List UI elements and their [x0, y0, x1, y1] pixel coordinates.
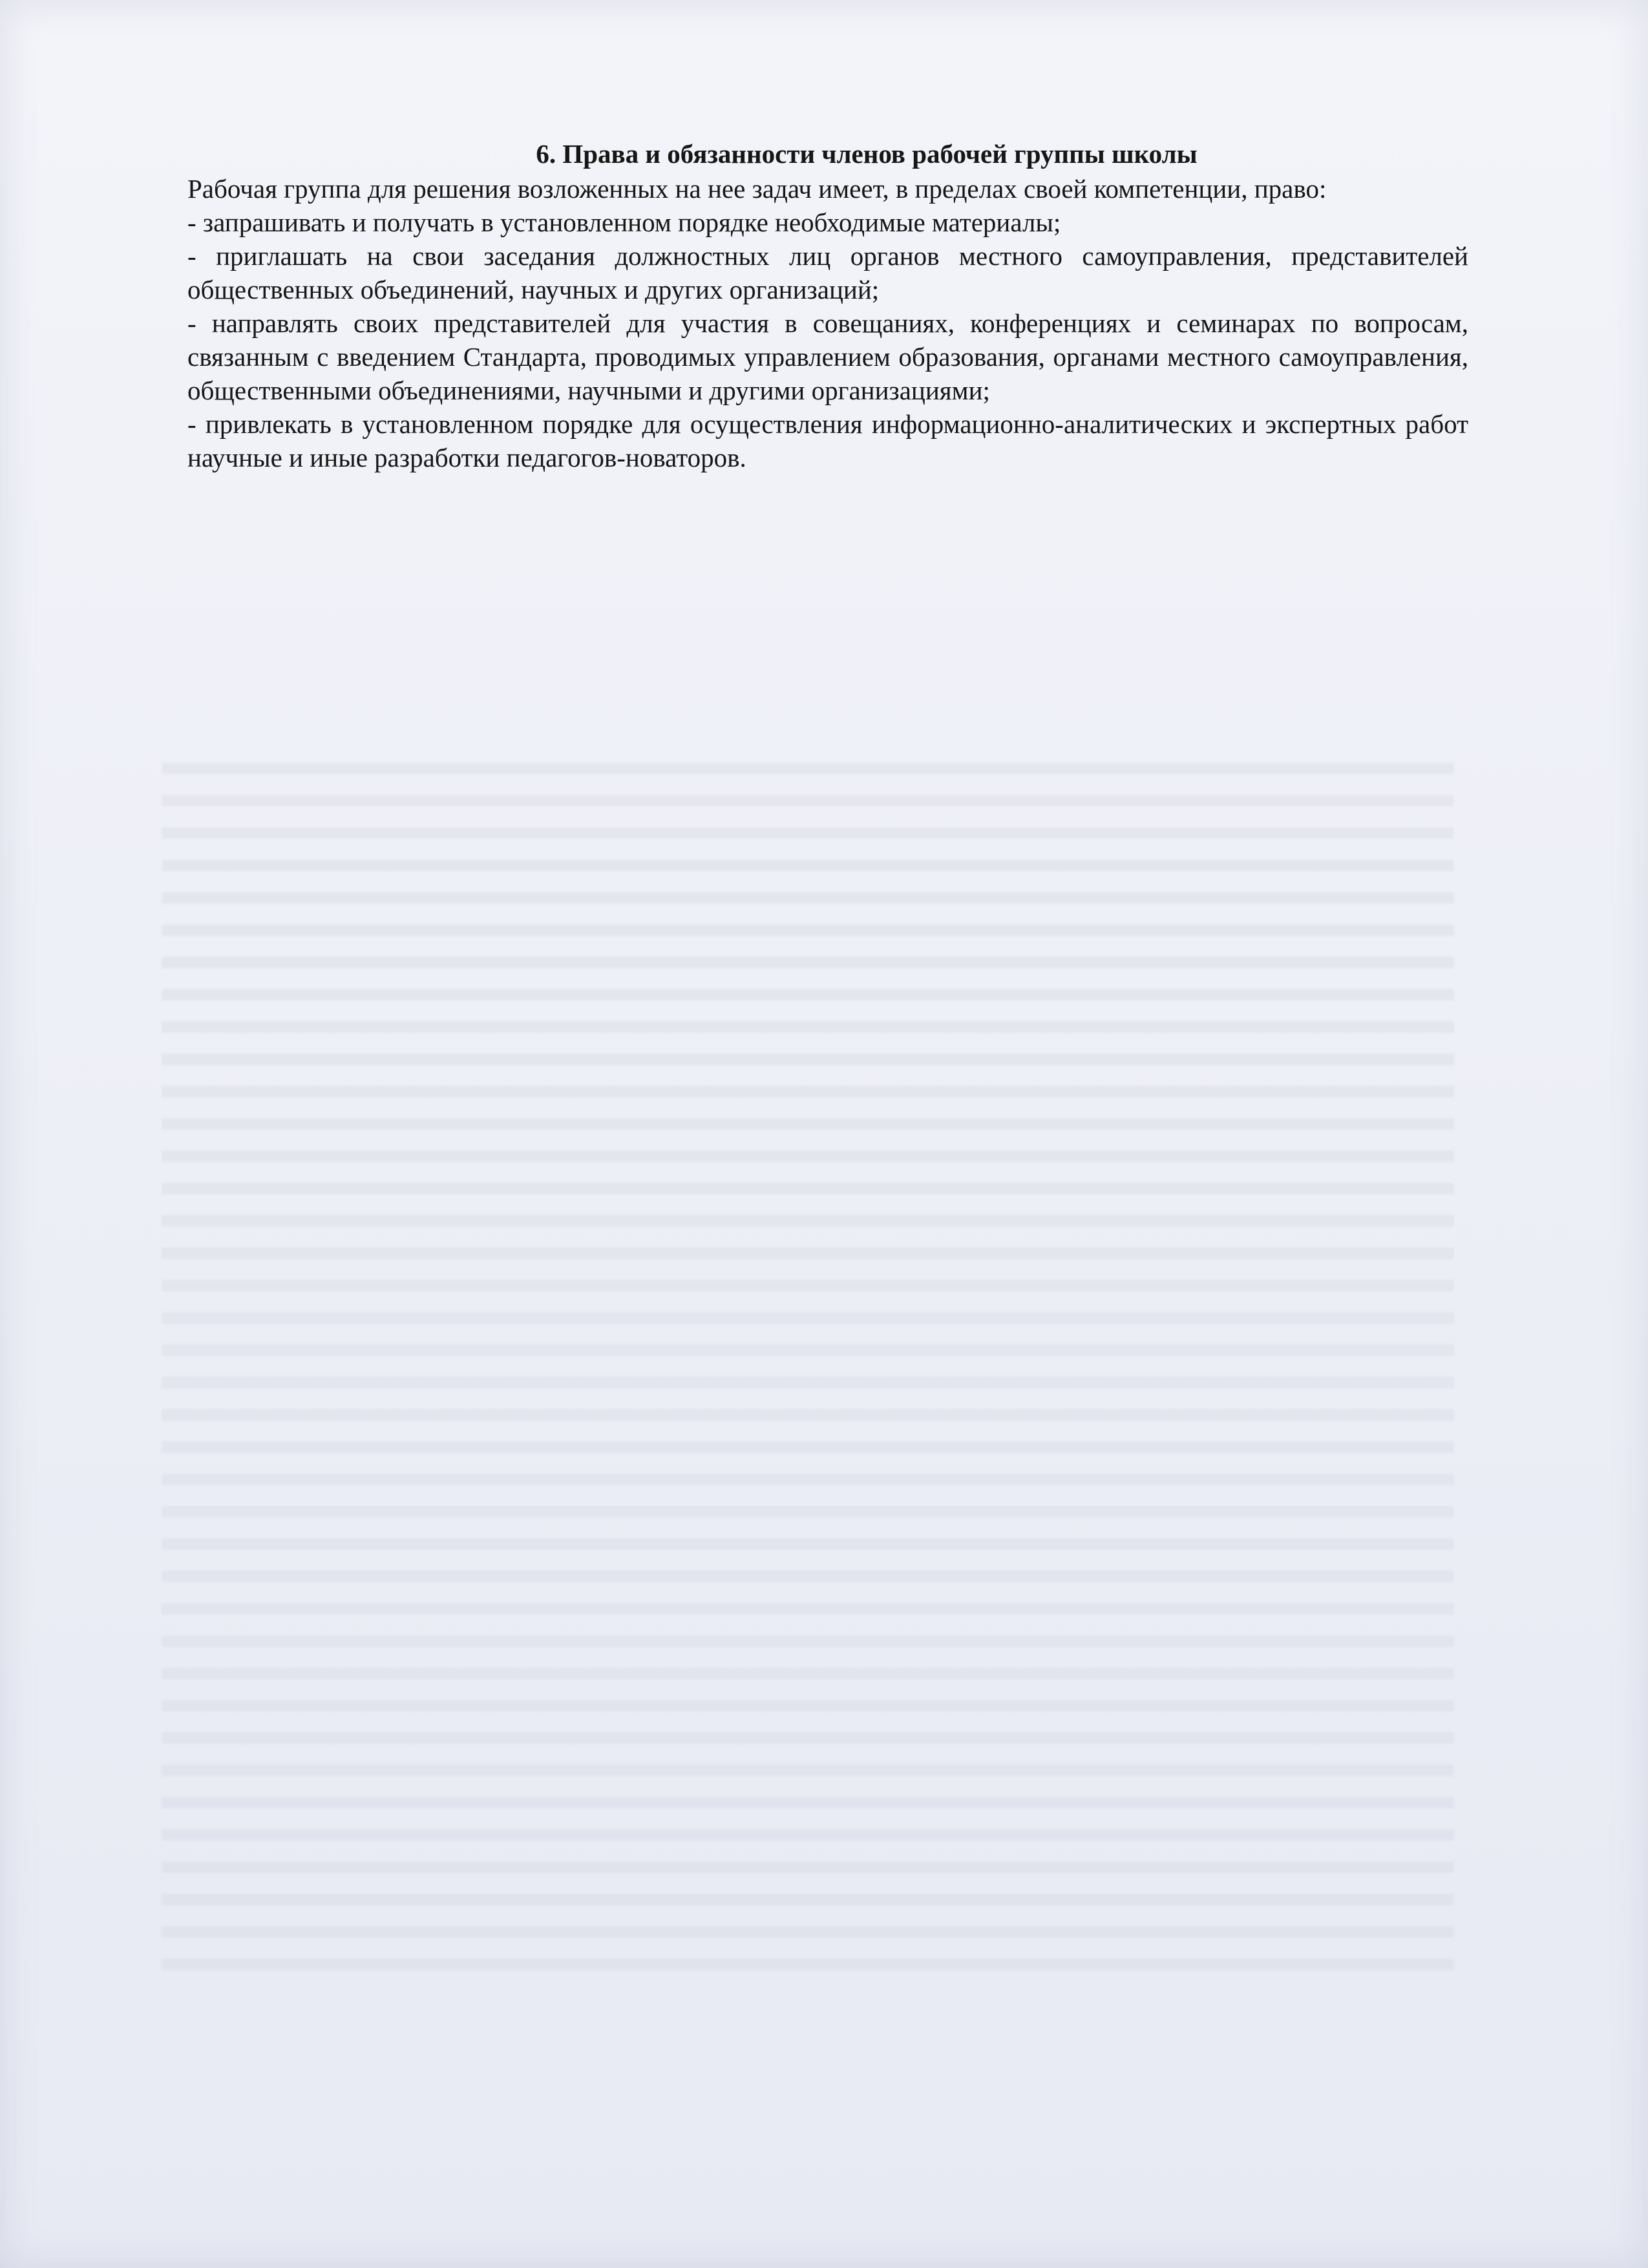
document-body	[187, 137, 1468, 474]
right-item-send-representatives: - направлять своих представителей для участия в совещаниях, конференциях и семинарах по вопросам, связанным с введением Стандарта, проводимых управлением образования, органами местного самоуправления, общественными объединениями, научными и другими организациями;	[187, 308, 1468, 405]
show-through-heading	[162, 530, 1454, 562]
right-item-invite-officials: - приглашать на свои заседания должностных лиц органов местного самоуправления, представителей общественных объединений, научных и других организаций;	[187, 241, 1468, 304]
right-item-engage-expert-work: - привлекать в установленном порядке для осуществления информационно-аналитических и экспертных работ научные и иные разработки педагогов-новаторов.	[187, 409, 1468, 472]
section-title: 6. Права и обязанности членов рабочей группы школы	[536, 139, 1198, 169]
intro-paragraph: Рабочая группа для решения возложенных на нее задач имеет, в пределах своей компетенции, право:	[187, 174, 1327, 204]
show-through-text	[162, 763, 1454, 1991]
right-item-request-materials: - запрашивать и получать в установленном порядке необходимые материалы;	[187, 207, 1061, 237]
